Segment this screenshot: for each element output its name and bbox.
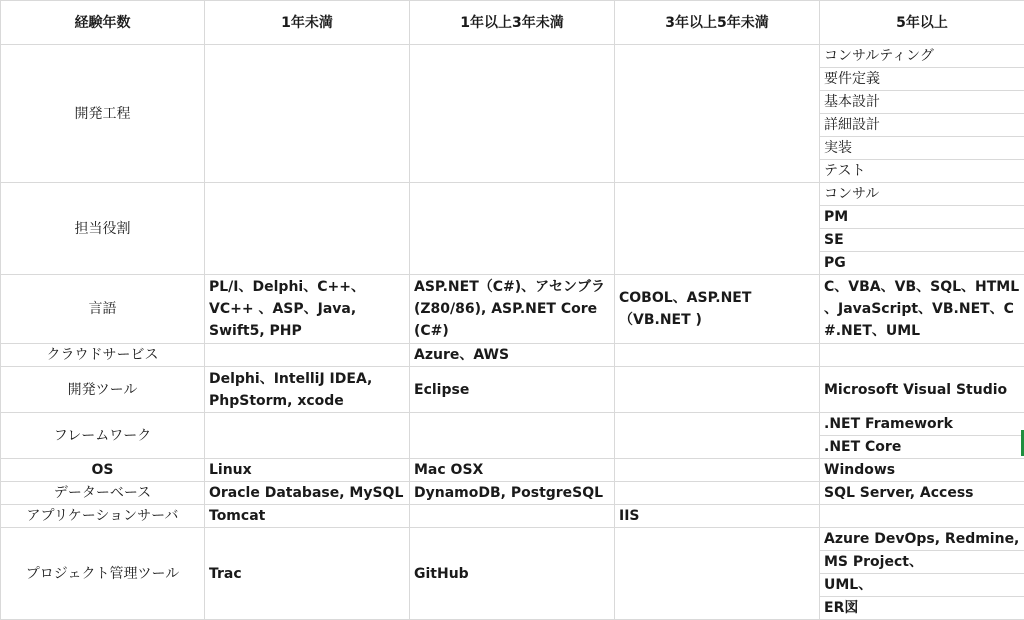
cell-role-y5[interactable] <box>820 183 1024 275</box>
list-item[interactable]: 詳細設計 <box>820 114 1024 137</box>
list-item[interactable]: MS Project、 <box>820 551 1024 574</box>
cell-process-y2[interactable] <box>410 45 615 183</box>
table-row <box>1 528 1024 620</box>
cell-db-y2[interactable]: DynamoDB, PostgreSQL <box>410 482 615 505</box>
list-item[interactable]: UML、 <box>820 574 1024 597</box>
table-row <box>1 413 1024 459</box>
row-label-pmtool[interactable]: プロジェクト管理ツール <box>1 528 205 620</box>
list-item[interactable]: コンサルティング <box>820 45 1024 68</box>
cell-db-y3[interactable] <box>615 482 820 505</box>
cell-devtool-y1[interactable]: Delphi、IntelliJ IDEA, PhpStorm, xcode <box>205 367 410 413</box>
cell-os-y2[interactable]: Mac OSX <box>410 459 615 482</box>
cell-process-y5[interactable] <box>820 45 1024 183</box>
cell-framework-y2[interactable] <box>410 413 615 459</box>
cell-pmtool-y5[interactable] <box>820 528 1024 620</box>
table-row <box>1 45 1024 183</box>
cell-process-y1[interactable] <box>205 45 410 183</box>
table-row <box>1 275 1024 344</box>
cell-language-y1[interactable]: PL/I、Delphi、C++、VC++ 、ASP、Java, Swift5, PHP <box>205 275 410 344</box>
cell-appserver-y3[interactable]: IIS <box>615 505 820 528</box>
row-label-devtool[interactable]: 開発ツール <box>1 367 205 413</box>
cell-process-y3[interactable] <box>615 45 820 183</box>
header-years[interactable]: 経験年数 <box>1 1 205 45</box>
cell-cloud-y1[interactable] <box>205 344 410 367</box>
cell-devtool-y2[interactable]: Eclipse <box>410 367 615 413</box>
cell-framework-y5[interactable] <box>820 413 1024 459</box>
table-row <box>1 505 1024 528</box>
list-item[interactable]: PG <box>820 252 1024 274</box>
cell-language-y2[interactable]: ASP.NET（C#)、アセンブラ(Z80/86), ASP.NET Core (C#) <box>410 275 615 344</box>
table-row <box>1 344 1024 367</box>
cell-pmtool-y2[interactable]: GitHub <box>410 528 615 620</box>
cell-db-y1[interactable]: Oracle Database, MySQL <box>205 482 410 505</box>
cell-role-y2[interactable] <box>410 183 615 275</box>
cell-language-y5[interactable]: C、VBA、VB、SQL、HTML 、JavaScript、VB.NET、C #.NET、UML <box>820 275 1024 344</box>
cell-os-y5[interactable]: Windows <box>820 459 1024 482</box>
list-item[interactable]: .NET Core <box>820 436 1024 458</box>
table-row <box>1 482 1024 505</box>
cell-language-y3[interactable]: COBOL、ASP.NET（VB.NET ) <box>615 275 820 344</box>
cell-pmtool-y3[interactable] <box>615 528 820 620</box>
table-row <box>1 183 1024 275</box>
table-row <box>1 367 1024 413</box>
cell-role-y1[interactable] <box>205 183 410 275</box>
list-item[interactable]: .NET Framework <box>820 413 1024 436</box>
cell-cloud-y5[interactable] <box>820 344 1024 367</box>
list-item[interactable]: 要件定義 <box>820 68 1024 91</box>
cell-role-y3[interactable] <box>615 183 820 275</box>
cell-db-y5[interactable]: SQL Server, Access <box>820 482 1024 505</box>
cell-framework-y1[interactable] <box>205 413 410 459</box>
list-item[interactable]: 実装 <box>820 137 1024 160</box>
row-label-language[interactable]: 言語 <box>1 275 205 344</box>
list-item[interactable]: コンサル <box>820 183 1024 206</box>
cell-cloud-y3[interactable] <box>615 344 820 367</box>
list-item[interactable]: Azure DevOps, Redmine, <box>820 528 1024 551</box>
row-label-role[interactable]: 担当役割 <box>1 183 205 275</box>
list-item[interactable]: PM <box>820 206 1024 229</box>
cell-pmtool-y1[interactable]: Trac <box>205 528 410 620</box>
row-label-db[interactable]: データーベース <box>1 482 205 505</box>
header-3-to-5[interactable]: 3年以上5年未満 <box>615 1 820 45</box>
list-item[interactable]: ER図 <box>820 597 1024 619</box>
cell-appserver-y1[interactable]: Tomcat <box>205 505 410 528</box>
row-label-os[interactable]: OS <box>1 459 205 482</box>
table-row <box>1 459 1024 482</box>
cell-cloud-y2[interactable]: Azure、AWS <box>410 344 615 367</box>
cell-os-y3[interactable] <box>615 459 820 482</box>
cell-appserver-y5[interactable] <box>820 505 1024 528</box>
list-item[interactable]: SE <box>820 229 1024 252</box>
row-label-framework[interactable]: フレームワーク <box>1 413 205 459</box>
header-under-1[interactable]: 1年未満 <box>205 1 410 45</box>
list-item[interactable]: 基本設計 <box>820 91 1024 114</box>
header-row <box>1 1 1024 45</box>
row-label-cloud[interactable]: クラウドサービス <box>1 344 205 367</box>
cell-devtool-y3[interactable] <box>615 367 820 413</box>
cell-os-y1[interactable]: Linux <box>205 459 410 482</box>
cell-framework-y3[interactable] <box>615 413 820 459</box>
cell-appserver-y2[interactable] <box>410 505 615 528</box>
row-label-process[interactable]: 開発工程 <box>1 45 205 183</box>
header-5-plus[interactable]: 5年以上 <box>820 1 1024 45</box>
row-label-appserver[interactable]: アプリケーションサーバ <box>1 505 205 528</box>
list-item[interactable]: テスト <box>820 160 1024 182</box>
cell-devtool-y5[interactable]: Microsoft Visual Studio <box>820 367 1024 413</box>
header-1-to-3[interactable]: 1年以上3年未満 <box>410 1 615 45</box>
